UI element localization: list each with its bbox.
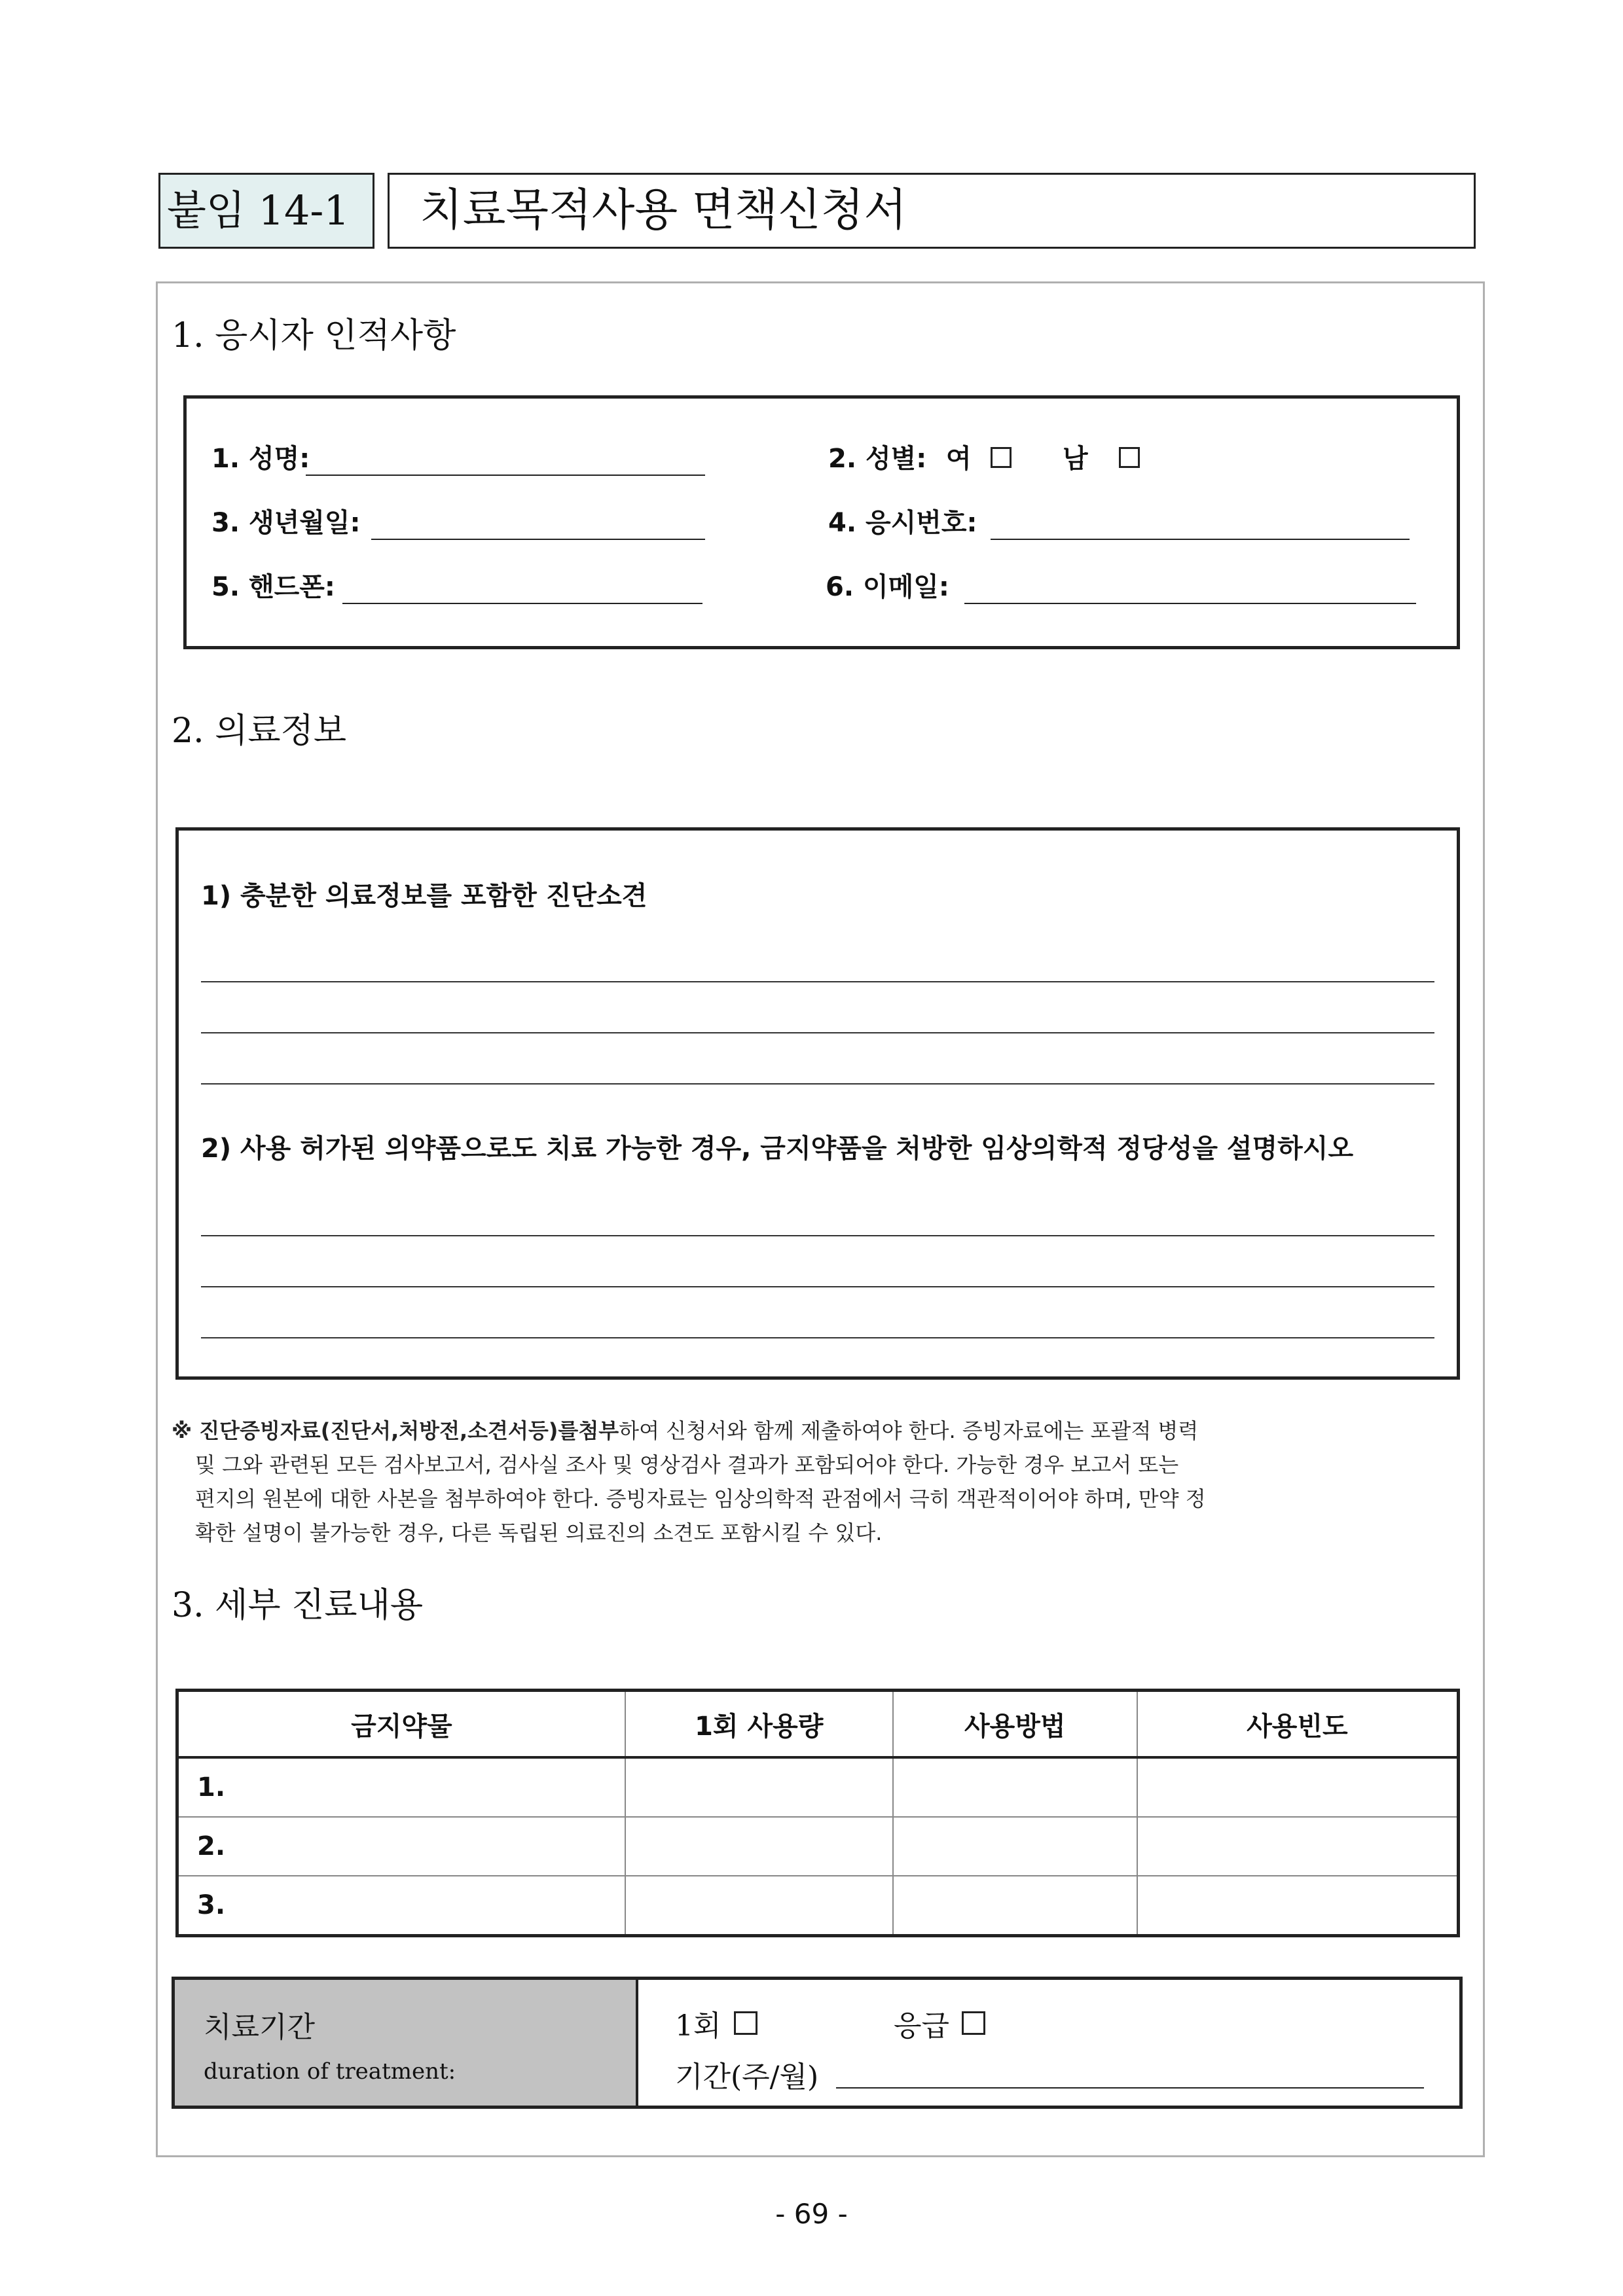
period-field[interactable] (836, 2087, 1424, 2089)
question-diagnosis: 1) 충분한 의료정보를 포함한 진단소견 (201, 881, 647, 911)
birth-label: 3. 생년월일: (211, 508, 361, 538)
section1-title: 1. 응시자 인적사항 (172, 316, 456, 355)
treatment-duration-label-cell (175, 1980, 638, 2106)
answer-line[interactable] (201, 1083, 1434, 1085)
exam-number-field[interactable] (991, 539, 1410, 540)
phone-field[interactable] (342, 603, 702, 604)
column-header: 금지약물 (177, 1691, 625, 1758)
note-line: 및 그와 관련된 모든 검사보고서, 검사실 조사 및 영상검사 결과가 포함되어야 한다. 가능한 경우 보고서 또는 (195, 1452, 1179, 1477)
frequency-cell[interactable] (1137, 1757, 1459, 1817)
dose-cell[interactable] (625, 1817, 893, 1876)
treatment-details-table (175, 1689, 1460, 1937)
table-row (177, 1757, 1459, 1817)
form-title: 치료목적사용 면책신청서 (388, 173, 1476, 249)
applicant-info-box (183, 395, 1460, 649)
answer-line[interactable] (201, 981, 1434, 982)
email-field[interactable] (964, 603, 1416, 604)
answer-line[interactable] (201, 1337, 1434, 1338)
female-label: 여 (946, 444, 972, 474)
name-label: 1. 성명: (211, 444, 310, 474)
male-checkbox[interactable] (1119, 447, 1140, 468)
exam-number-label: 4. 응시번호: (828, 508, 977, 538)
once-checkbox[interactable] (734, 2011, 757, 2035)
male-label: 남 (1063, 444, 1088, 474)
table-row (177, 1876, 1459, 1936)
answer-line[interactable] (201, 1032, 1434, 1033)
row-number[interactable]: 1. (177, 1757, 625, 1817)
frequency-cell[interactable] (1137, 1876, 1459, 1936)
once-label: 1회 (675, 2009, 721, 2043)
emergency-checkbox[interactable] (962, 2011, 985, 2035)
dose-cell[interactable] (625, 1876, 893, 1936)
dose-cell[interactable] (625, 1757, 893, 1817)
method-cell[interactable] (893, 1876, 1137, 1936)
treatment-duration-label: 치료기간 (204, 2011, 316, 2044)
column-header: 사용빈도 (1137, 1691, 1459, 1758)
column-header: 1회 사용량 (625, 1691, 893, 1758)
method-cell[interactable] (893, 1757, 1137, 1817)
row-number[interactable]: 3. (177, 1876, 625, 1936)
row-number[interactable]: 2. (177, 1817, 625, 1876)
treatment-duration-box (172, 1977, 1463, 2109)
medical-info-box (175, 827, 1460, 1380)
name-field[interactable] (306, 475, 705, 476)
question-justification: 2) 사용 허가된 의약품으로도 치료 가능한 경우, 금지약품을 처방한 임상의학적 정당성을 설명하시오 (201, 1134, 1354, 1164)
column-header: 사용방법 (893, 1691, 1137, 1758)
table-row (177, 1817, 1459, 1876)
answer-line[interactable] (201, 1286, 1434, 1287)
note-line: 확한 설명이 불가능한 경우, 다른 독립된 의료진의 소견도 포함시킬 수 있다. (195, 1520, 883, 1545)
supporting-documents-note (172, 1414, 1448, 1550)
period-label: 기간(주/월) (675, 2060, 819, 2094)
table-header-row (177, 1691, 1459, 1758)
note-line (172, 1414, 1448, 1448)
treatment-duration-input-cell (641, 1980, 1459, 2106)
phone-label: 5. 핸드폰: (211, 572, 335, 602)
section2-title: 2. 의료정보 (172, 711, 347, 751)
treatment-duration-label-en: duration of treatment: (204, 2058, 456, 2085)
answer-line[interactable] (201, 1235, 1434, 1236)
note-line: 편지의 원본에 대한 사본을 첨부하여야 한다. 증빙자료는 임상의학적 관점에서 극히 객관적이어야 하며, 만약 정 (195, 1486, 1206, 1511)
gender-label: 2. 성별: (828, 444, 927, 474)
attachment-tag: 붙임 14-1 (158, 173, 374, 249)
page-number: - 69 - (775, 2198, 848, 2230)
note-text: 하여 신청서와 함께 제출하여야 한다. 증빙자료에는 포괄적 병력 (619, 1418, 1199, 1443)
email-label: 6. 이메일: (826, 572, 949, 602)
method-cell[interactable] (893, 1817, 1137, 1876)
section3-title: 3. 세부 진료내용 (172, 1586, 424, 1625)
female-checkbox[interactable] (991, 447, 1012, 468)
frequency-cell[interactable] (1137, 1817, 1459, 1876)
note-emphasis: ※ 진단증빙자료(진단서,처방전,소견서등)를첨부 (172, 1418, 619, 1443)
birth-field[interactable] (371, 539, 705, 540)
emergency-label: 응급 (894, 2009, 950, 2043)
